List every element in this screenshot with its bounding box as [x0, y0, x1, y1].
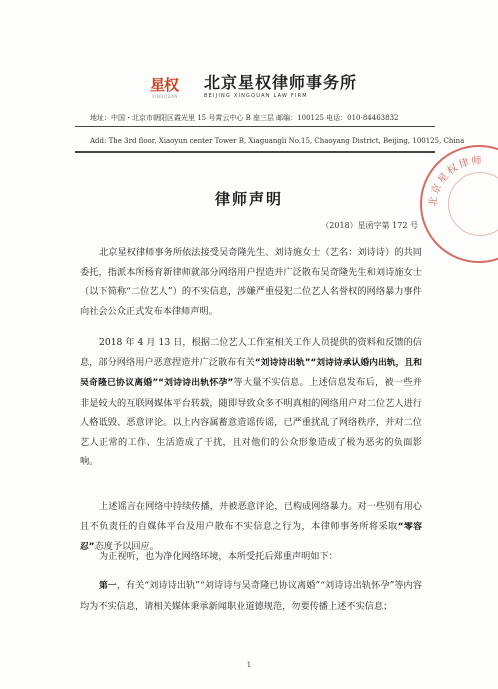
body-text: 北京星权律师事务所依法接受吴奇隆先生、刘诗施女士（艺名：刘诗诗）的共同委托，指派本所杨育新律师就部分网络用户捏造并广泛散布吴奇隆先生和刘诗施女士（以下简称“二位艺人”）的不实信息，涉嫌严重侵犯二位艺人名誉权的网络暴力事件向社会公众正式发布本律师声明。	[80, 247, 422, 317]
paragraph	[80, 576, 422, 616]
page-number: 1	[246, 661, 252, 669]
body-text: 等大量不实信息。上述信息发布后，被一些并非是较大的互联网媒体平台转载，随即导致众多不明真相的网络用户对二位艺人进行人格诋毁、恶意评论。以上内容属蓄意造谣传谣，已严重扰乱了网络秩序，并对二位艺人正常的工作、生活造成了干扰，且对他们的公众形象造成了极为恶劣的负面影响。	[80, 377, 422, 467]
firm-name-cn: 北京星权律师事务所	[204, 72, 358, 92]
logo-mark-icon: 星权 XINGQUAN	[150, 76, 179, 99]
firm-name	[204, 74, 357, 99]
address-cn: 地址：中国・北京市朝阳区霞光里 15 号霄云中心 B 座三层 邮编：100125 电话：010-84463832	[90, 114, 399, 122]
firm-name-en: BEIJING XINGQUAN LAW FIRM	[204, 92, 308, 99]
body-text: 2018 年 4 月 13 日，根据二位艺人工作室相关工作人员提供的资料和反馈的信息，部分网络用户恶意捏造并广泛散布有关	[80, 337, 422, 368]
document-number: （2018）星函字第 172 号	[321, 221, 418, 230]
document-title: 律师声明	[214, 190, 283, 208]
paragraph	[80, 243, 422, 321]
svg-text:北京星权律师: 北京星权律师	[427, 155, 484, 208]
body-text: 上述谣言在网络中持续传播，并被恶意评论，已构成网络暴力。对一些别有用心且不负责任的自媒体平台及用户散布不实信息之行为，本律师事务所将采取	[80, 501, 422, 532]
emphasis-text: 第一	[99, 581, 117, 591]
firm-logo	[150, 72, 357, 100]
paragraph	[80, 333, 422, 472]
body-text: 态度予以回应。	[94, 541, 159, 552]
emphasis-text: “零容忍”	[80, 521, 422, 552]
body-text: ，有关“刘诗诗出轨”“刘诗诗与吴奇隆已协议离婚”“刘诗诗出轨怀孕”等内容均为不实信息，请相关媒体秉承新闻职业道德规范，勿要传播上述不实信息；	[80, 580, 422, 612]
paragraph	[80, 547, 422, 567]
emphasis-text: “刘诗诗出轨”“刘诗诗承认婚内出轨，且和吴奇隆已协议离婚”“刘诗诗出轨怀孕”	[80, 357, 422, 388]
header-divider-bottom	[75, 151, 435, 153]
address-en: Add: The 3rd floor, Xiaoyun center Tower B, Xiaguangli No.15, Chaoyang District, Beijing, 100125, China	[90, 137, 465, 145]
body-text: 为正视听，也为净化网络环境，本所受托后郑重声明如下：	[99, 551, 338, 562]
header-divider	[75, 126, 435, 127]
